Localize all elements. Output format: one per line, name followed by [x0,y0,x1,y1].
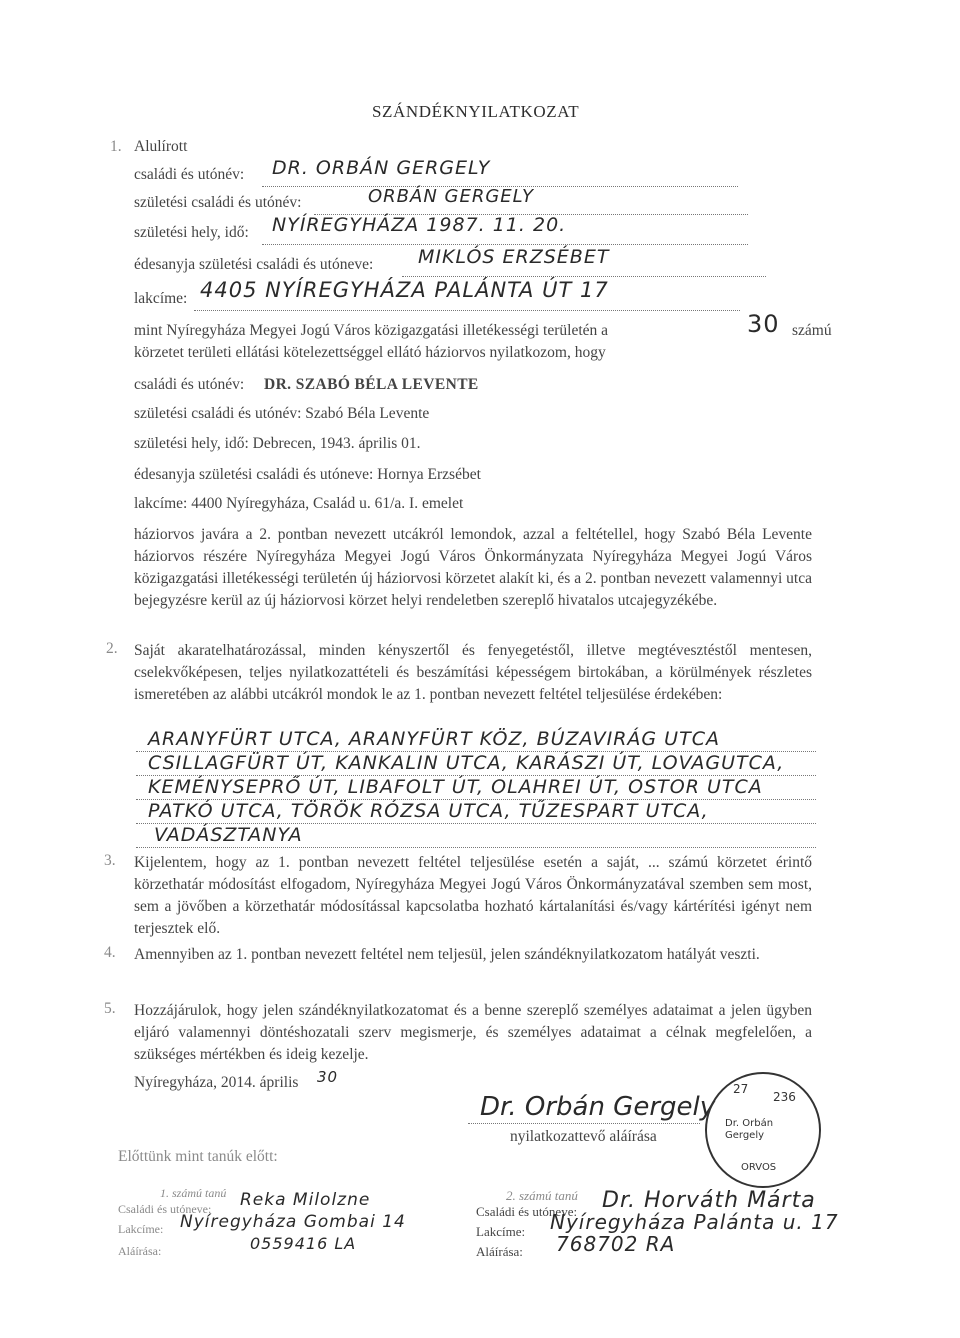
witness1-name-value: Reka Milolzne [240,1190,371,1210]
mother-label: édesanyja születési családi és utóneve: [134,256,374,273]
witness1-address-label: Lakcíme: [118,1222,164,1236]
section3-text: Kijelentem, hogy az 1. pontban nevezett feltétel teljesülése esetén a saját, ... számú körzetet érintő körzethatár módosítást elfogadom, Nyíregyháza Megyei Jogú Város Önkormányzatával szemben sem most, sem a jövőben a körzethatár módosítással kapcsolatba hozható kártalanítási és/vagy kártérítési igényt nem terjesztek elő. [134,854,812,937]
doctor-stamp [705,1072,821,1188]
doctor-name-label: családi és utónév: [134,376,245,393]
street-line-3: KEMÉNYSEPRŐ ÚT, LIBAFOLT ÚT, OLAHREI ÚT, OSTOR UTCA [148,776,763,798]
birthname-label: születési családi és utónév: [134,194,302,211]
doctor-mother: édesanyja születési családi és utóneve: Hornya Erzsébet [134,466,481,483]
street-line-1: ARANYFÜRT UTCA, ARANYFÜRT KÖZ, BÚZAVIRÁG UTCA [148,728,720,750]
doctor-name-value: DR. SZABÓ BÉLA LEVENTE [264,376,479,393]
stamp-name: Dr. Orbán Gergely [725,1118,774,1141]
section1-paragraph: háziorvos javára a 2. pontban nevezett utcákról lemondok, azzal a feltétellel, hogy Szabó Béla Levente háziorvos részére Nyíregyháza Megyei Jogú Város Önkormányzata Nyíregyháza Megyei Jogú Város közigazgatási illetékességi területén új háziorvosi körzetet alakít ki, és a 2. pontban nevezett valamennyi utca bejegyzésre kerül az új háziorvosi körzet helyi rendeletben szereplő hivatalos utcajegyzékébe. [134,526,812,609]
address-label: lakcíme: [134,290,188,307]
witness1-name-label: Családi és utóneve: [118,1202,212,1216]
birthplace-label: születési hely, idő: [134,224,249,241]
witness2-name-label: Családi és utóneve: [476,1204,578,1219]
name-value: DR. ORBÁN GERGELY [272,157,491,179]
signer-signature: Dr. Orbán Gergely [480,1092,716,1122]
section-number: 2. [106,640,118,657]
street-line-2: CSILLAGFÜRT ÚT, KANKALIN UTCA, KARÁSZI ÚT, LOVAGUTCA, [148,752,785,774]
doctor-address: lakcíme: 4400 Nyíregyháza, Család u. 61/a. I. emelet [134,495,464,512]
witness1-sig-value: 0559416 LA [250,1234,357,1253]
witness2-address-label: Lakcíme: [476,1224,526,1239]
stamp-bottom: ORVOS [741,1162,777,1173]
witness2-heading: 2. számú tanú [506,1188,578,1203]
district-number: 30 [747,310,780,338]
stamp-top: 27 [733,1082,749,1096]
address-value: 4405 NYÍREGYHÁZA PALÁNTA ÚT 17 [200,278,609,302]
district-text-b: számú [792,322,832,339]
witness2-name-value: Dr. Horváth Márta [602,1188,816,1213]
birthplace-value: NYÍREGYHÁZA 1987. 11. 20. [272,214,567,236]
mother-value: MIKLÓS ERZSÉBET [418,246,610,268]
section-number: 1. [110,138,122,155]
section-number: 5. [104,1000,116,1017]
witnesses-label: Előttünk mint tanúk előtt: [118,1148,278,1165]
street-line-5: VADÁSZTANYA [154,824,303,846]
witness2-address-value: Nyíregyháza Palánta u. 17 [550,1210,839,1234]
witness1-address-value: Nyíregyháza Gombai 14 [180,1212,406,1232]
witness2-sig-label: Aláírása: [476,1244,523,1259]
signer-label: nyilatkozattevő aláírása [510,1128,657,1145]
witness1-sig-label: Aláírása: [118,1244,162,1258]
intro-text: Alulírott [134,138,188,155]
stamp-number: 236 [773,1090,796,1104]
section5-text: Hozzájárulok, hogy jelen szándéknyilatkozatomat és a benne szereplő személyes adataimat a jelen ügyben eljáró valamennyi döntéshozatali szerv megismerje, és személyes adataimat a célnak megfelelően, a szükséges mértékben és ideig kezelje. [134,1002,812,1063]
section-number: 3. [104,852,116,869]
district-text-a: mint Nyíregyháza Megyei Jogú Város közigazgatási illetékességi területén a [134,322,609,339]
doctor-birthplace: születési hely, idő: Debrecen, 1943. április 01. [134,435,421,452]
street-line-4: PATKÓ UTCA, TÖRÖK RÓZSA UTCA, TŰZESPART UTCA, [148,800,709,822]
birthname-value: ORBÁN GERGELY [368,186,534,207]
document-title: SZÁNDÉKNYILATKOZAT [372,102,580,121]
witness2-sig-value: 768702 RA [556,1232,676,1256]
witness1-heading: 1. számú tanú [160,1186,227,1200]
place-date: Nyíregyháza, 2014. április [134,1074,299,1091]
street-rule-5 [136,846,816,848]
district-text-2: körzetet területi ellátási kötelezettséggel ellátó háziorvos nyilatkozom, hogy [134,344,606,361]
name-label: családi és utónév: [134,166,245,183]
doctor-birthname: születési családi és utónév: Szabó Béla Levente [134,405,430,422]
section4-text: Amennyiben az 1. pontban nevezett feltétel nem teljesül, jelen szándéknyilatkozatom hatályát veszti. [134,946,760,963]
section-number: 4. [104,944,116,961]
signature-line [468,1122,700,1124]
section2-text: Saját akaratelhatározással, minden kényszertől és fenyegetéstől, illetve megtévesztéstől mentesen, cselekvőképesen, teljes nyilatkozattételi és beszámítási képességem birtokában, a körülmények részletes ismeretében az alábbi utcákról mondok le az 1. pontban nevezett feltétel teljesülése érdekében: [134,642,812,703]
date-day: 30 [317,1068,339,1086]
